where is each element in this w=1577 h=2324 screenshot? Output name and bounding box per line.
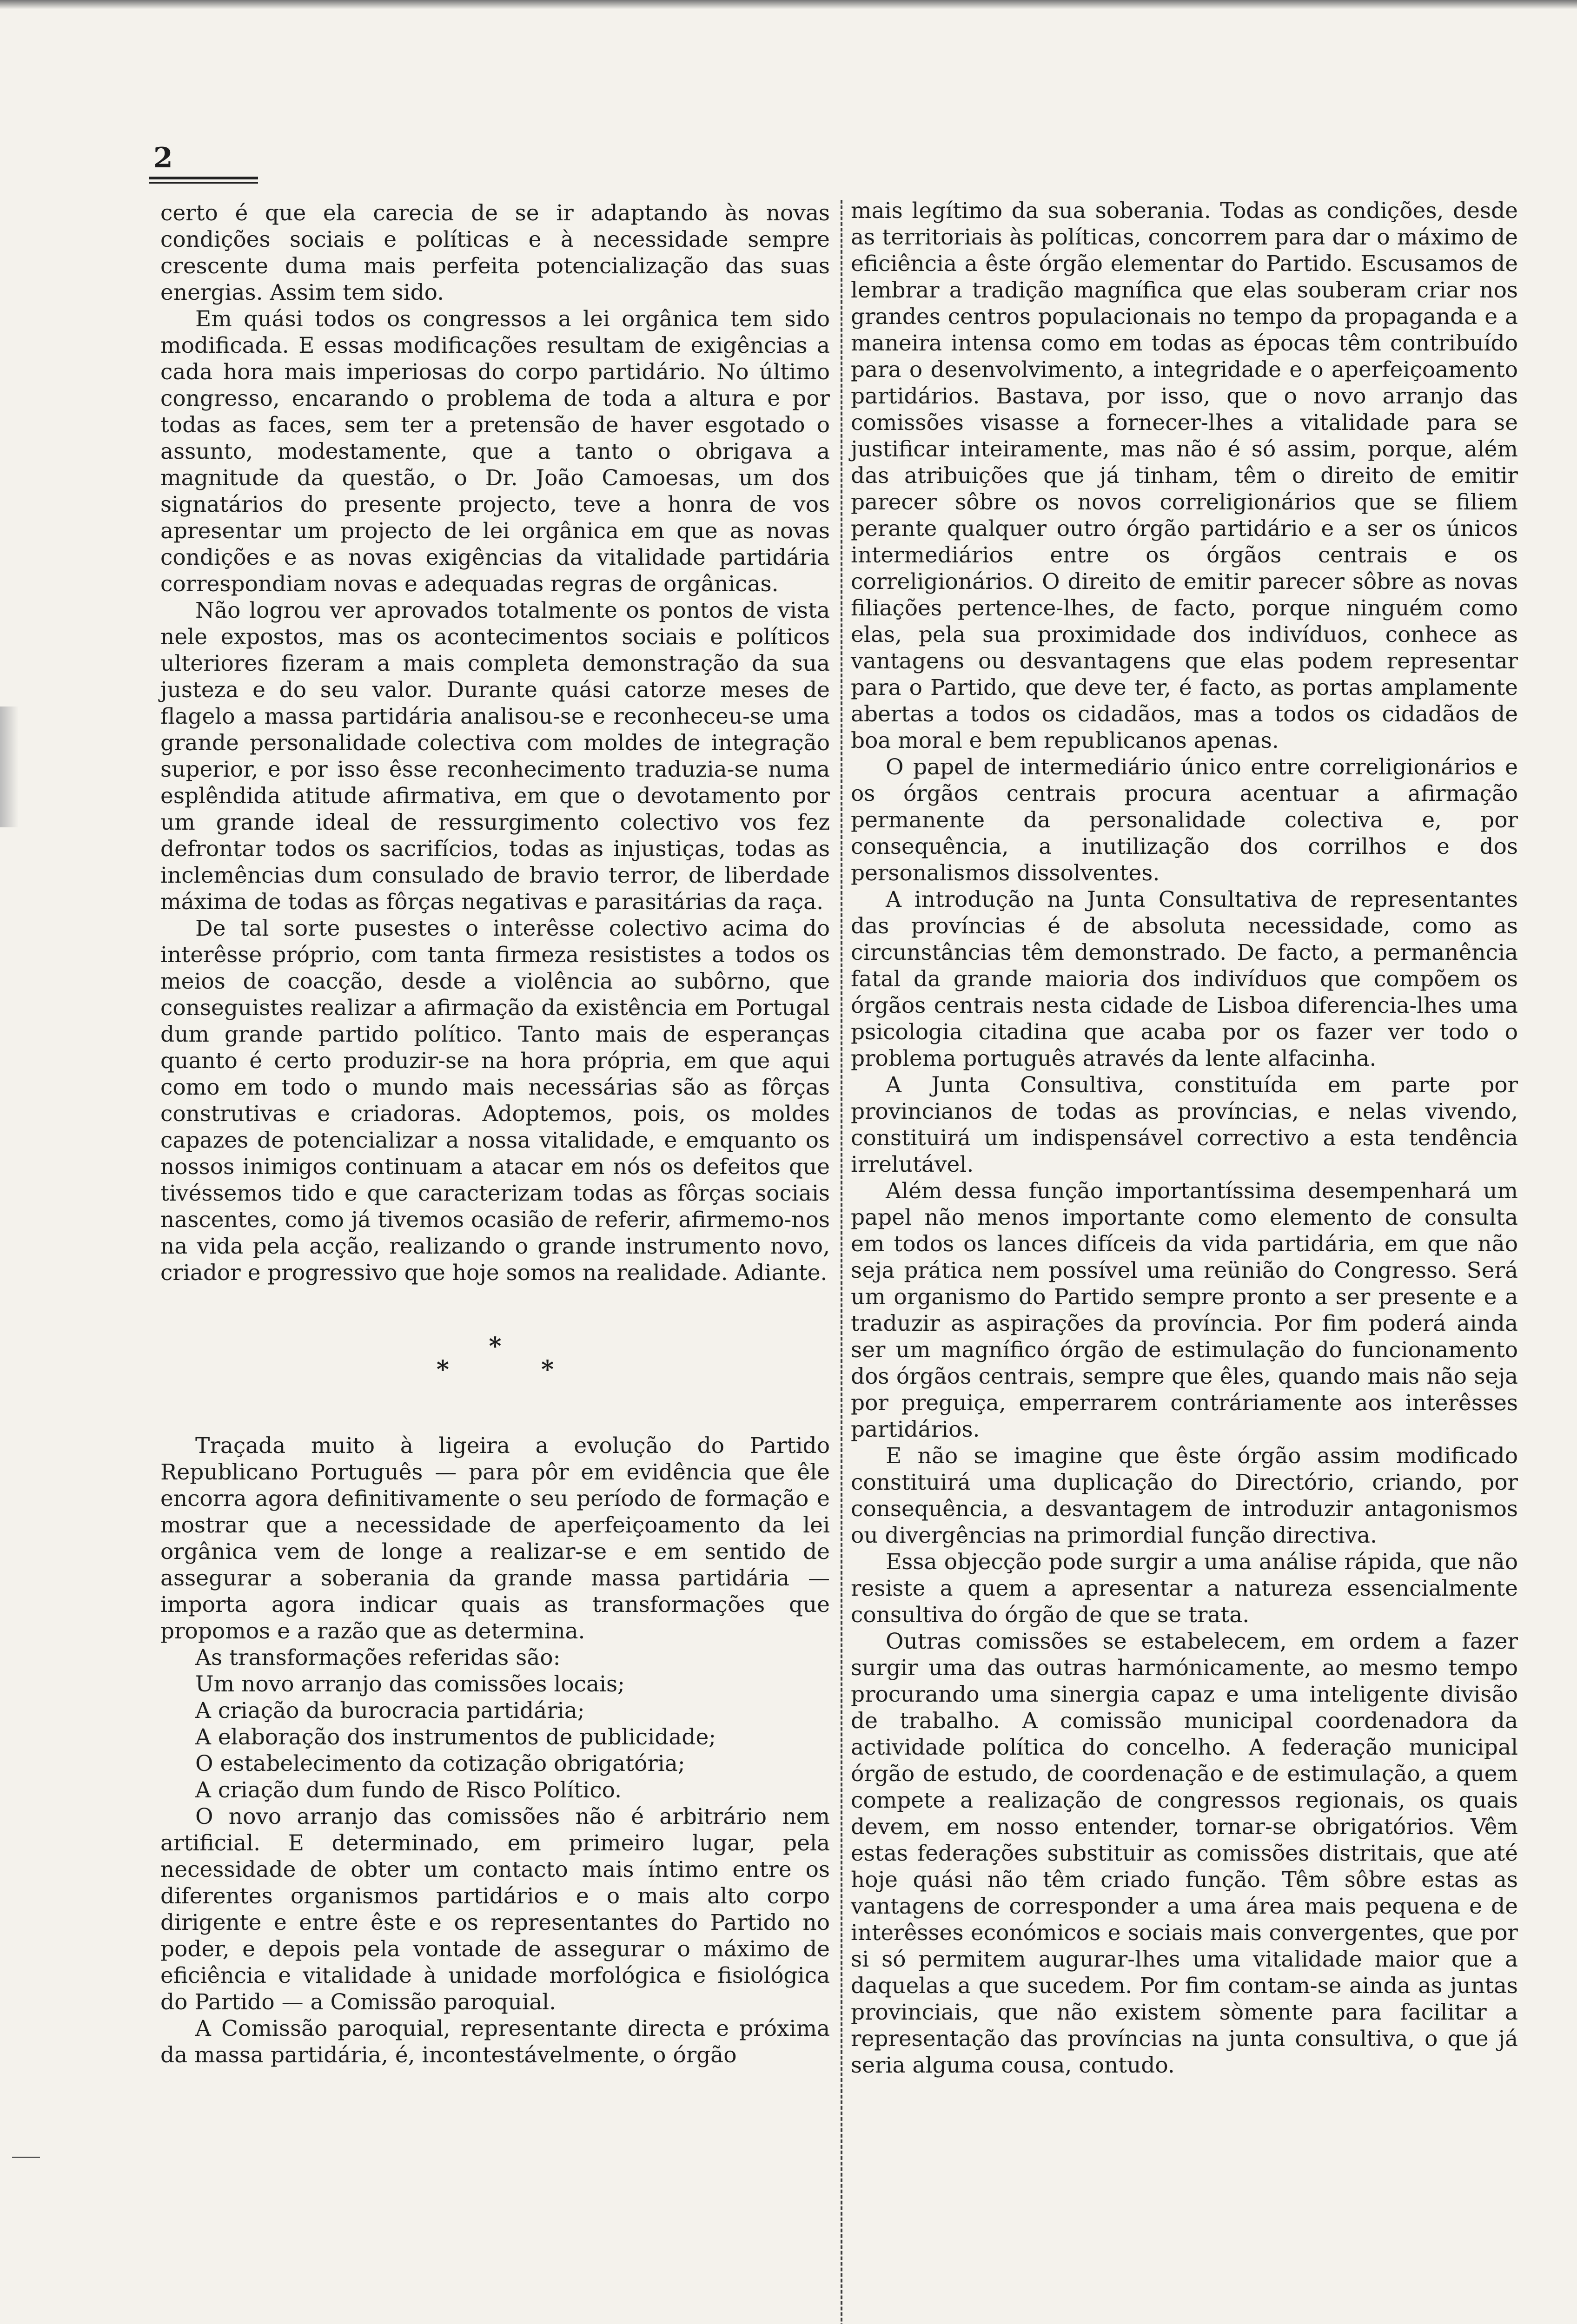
header-rule-thin (149, 182, 258, 184)
paragraph: Além dessa função importantíssima desempenhará um papel não menos importante como elemento de consulta em todos os lances difíceis da vida partidária, em que não seja prática nem possível uma reünião do Congresso. Será um organismo do Partido sempre pronto a ser presente e a traduzir as aspirações da província. Por fim poderá ainda ser um magnífico órgão de estimulação do funcionamento dos órgãos centrais, sempre que êles, quando mais não seja por preguiça, emperrarem contráriamente aos interêsses partidários. (851, 1178, 1518, 1442)
separator-stars: * * (436, 1355, 596, 1384)
left-column (160, 200, 830, 2068)
paragraph: E não se imagine que êste órgão assim modificado constituirá uma duplicação do Directório, criando, por consequência, a desvantagem de introduzir antagonismos ou divergências na primordial função directiva. (851, 1443, 1518, 1548)
margin-tick (12, 2157, 40, 2158)
column-divider (841, 200, 842, 2324)
right-column (851, 198, 1518, 2079)
paragraph: De tal sorte pusestes o interêsse colectivo acima do interêsse próprio, com tanta firmeza resististes a todos os meios de coacção, desde a violência ao subôrno, que conseguistes realizar a afirmação da existência em Portugal dum grande partido político. Tanto mais de esperanças quanto é certo produzir-se na hora própria, em que aqui como em todo o mundo mais necessárias são as fôrças construtivas e criadoras. Adoptemos, pois, os moldes capazes de potencializar a nossa vitalidade, e emquanto os nossos inimigos continuam a atacar em nós os defeitos que tivéssemos tido e que caracterizam todas as fôrças sociais nascentes, como já tivemos ocasião de referir, afirmemo-nos na vida pela acção, realizando o grande instrumento novo, criador e progressivo que hoje somos na realidade. Adiante. (160, 916, 830, 1286)
paragraph: certo é que ela carecia de se ir adaptando às novas condições sociais e políticas e à necessidade sempre crescente duma mais perfeita potencialização das suas energias. Assim tem sido. (160, 200, 830, 305)
list-item: Um novo arranjo das comissões locais; (195, 1671, 625, 1697)
paragraph: A Comissão paroquial, representante directa e próxima da massa partidária, é, incontestávelmente, o órgão (160, 2016, 830, 2068)
scan-margin-mark (0, 706, 19, 827)
paragraph: O papel de intermediário único entre correligionários e os órgãos centrais procura acentuar a afirmação permanente da personalidade colectiva e, por consequência, a inutilização dos corrilhos e dos personalismos dissolventes. (851, 754, 1518, 886)
list-item: A criação da burocracia partidária; (195, 1698, 585, 1723)
list-item: O estabelecimento da cotização obrigatória; (195, 1751, 685, 1776)
paragraph: O novo arranjo das comissões não é arbitrário nem artificial. E determinado, em primeiro lugar, pela necessidade de obter um contacto mais íntimo entre os diferentes organismos partidários e o mais alto corpo dirigente e entre êste e os representantes do Partido no poder, e depois pela vontade de assegurar o máximo de eficiência e vitalidade à unidade morfológica e fisiológica do Partido — a Comissão paroquial. (160, 1804, 830, 2015)
paragraph: Traçada muito à ligeira a evolução do Partido Republicano Português — para pôr em evidência que êle encorra agora definitivamente o seu período de formação e mostrar que a necessidade de aperfeiçoamento da lei orgânica vem de longe a realizar-se e em sentido de assegurar a soberania da grande massa partidária — importa agora indicar quais as transformações que propomos e a razão que as determina. (160, 1433, 830, 1644)
scan-edge (0, 0, 1577, 9)
header-rule (149, 177, 258, 179)
paragraph: Outras comissões se estabelecem, em ordem a fazer surgir uma das outras harmónicamente, ao mesmo tempo procurando uma sinergia capaz e uma inteligente divisão de trabalho. A comissão municipal coordenadora da actividade política do concelho. A federação municipal órgão de estudo, de coordenação e de estimulação, a quem compete a realização de congressos regionais, os quais devem, em nosso entender, tornar-se obrigatórios. Vêm estas federações substituir as comissões distritais, que até hoje quási não têm criado função. Têm sôbre estas as vantagens de corresponder a uma área mais pequena e de interêsses económicos e sociais mais convergentes, que por si só permitem augurar-lhes uma vitalidade maior que a daquelas a que sucedem. Por fim contam-se ainda as juntas provinciais, que não existem sòmente para facilitar a representação das províncias na junta consultiva, o que já seria alguma cousa, contudo. (851, 1629, 1518, 2078)
paragraph: A introdução na Junta Consultativa de representantes das províncias é de absoluta necessidade, como as circunstâncias têm demonstrado. De facto, a permanência fatal da grande maioria dos indivíduos que compõem os órgãos centrais nesta cidade de Lisboa diferencia-lhes uma psicologia citadina que acaba por os fazer ver todo o problema português através da lente alfacinha. (851, 887, 1518, 1071)
separator-star: * (489, 1332, 502, 1360)
list-item: A criação dum fundo de Risco Político. (195, 1777, 622, 1803)
paragraph: Em quási todos os congressos a lei orgânica tem sido modificada. E essas modificações resultam de exigências a cada hora mais imperiosas do corpo partidário. No último congresso, encarando o problema de toda a altura e por todas as faces, sem ter a pretensão de haver esgotado o assunto, modestamente, que a tanto o obrigava a magnitude da questão, o Dr. João Camoesas, um dos signatários do presente projecto, teve a honra de vos apresentar um projecto de lei orgânica em que as novas condições e as novas exigências da vitalidade partidária correspondiam novas e adequadas regras de orgânicas. (160, 306, 830, 597)
paragraph: mais legítimo da sua soberania. Todas as condições, desde as territoriais às políticas, concorrem para dar o máximo de eficiência a êste órgão elementar do Partido. Escusamos de lembrar a tradição magnífica que elas souberam criar nos grandes centros populacionais no tempo da propaganda e a maneira intensa como em todas as épocas têm contribuído para o desenvolvimento, a integridade e o aperfeiçoamento partidários. Bastava, por isso, que o novo arranjo das comissões visasse a fornecer-lhes a vitalidade para se justificar inteiramente, mas não é só assim, porque, além das atribuições que já tinham, têm o direito de emitir parecer sôbre os novos correligionários que se filiem perante qualquer outro órgão partidário e a ser os únicos intermediários entre os órgãos centrais e os correligionários. O direito de emitir parecer sôbre as novas filiações pertence-lhes, de facto, porque ninguém como elas, pela sua proximidade dos indivíduos, conhece as vantagens ou desvantagens que elas podem representar para o Partido, que deve ter, é facto, as portas amplamente abertas a todos os cidadãos, mas a todos os cidadãos de boa moral e bem republicanos apenas. (851, 198, 1518, 753)
paragraph: A Junta Consultiva, constituída em parte por provincianos de todas as províncias, e nelas vivendo, constituirá um indispensável correctivo a esta tendência irrelutável. (851, 1072, 1518, 1177)
paragraph: Não logrou ver aprovados totalmente os pontos de vista nele expostos, mas os acontecimentos sociais e políticos ulteriores fizeram a mais completa demonstração da sua justeza e do seu valor. Durante quási catorze meses de flagelo a massa partidária analisou-se e reconheceu-se uma grande personalidade colectiva com moldes de integração superior, e por isso êsse reconhecimento traduzia-se numa esplêndida atitude afirmativa, em que o devotamento por um grande ideal de ressurgimento colectivo vos fez defrontar todos os sacrifícios, todas as injustiças, todas as inclemências dum consulado de bravio terror, de liberdade máxima de todas as fôrças negativas e parasitárias da raça. (160, 598, 830, 915)
section-separator (160, 1332, 830, 1384)
paragraph: Essa objecção pode surgir a uma análise rápida, que não resiste a quem a apresentar a natureza essencialmente consultiva do órgão de que se trata. (851, 1549, 1518, 1628)
paragraph: As transformações referidas são: (195, 1645, 561, 1670)
page-number: 2 (153, 142, 173, 174)
list-item: A elaboração dos instrumentos de publicidade; (195, 1724, 716, 1750)
